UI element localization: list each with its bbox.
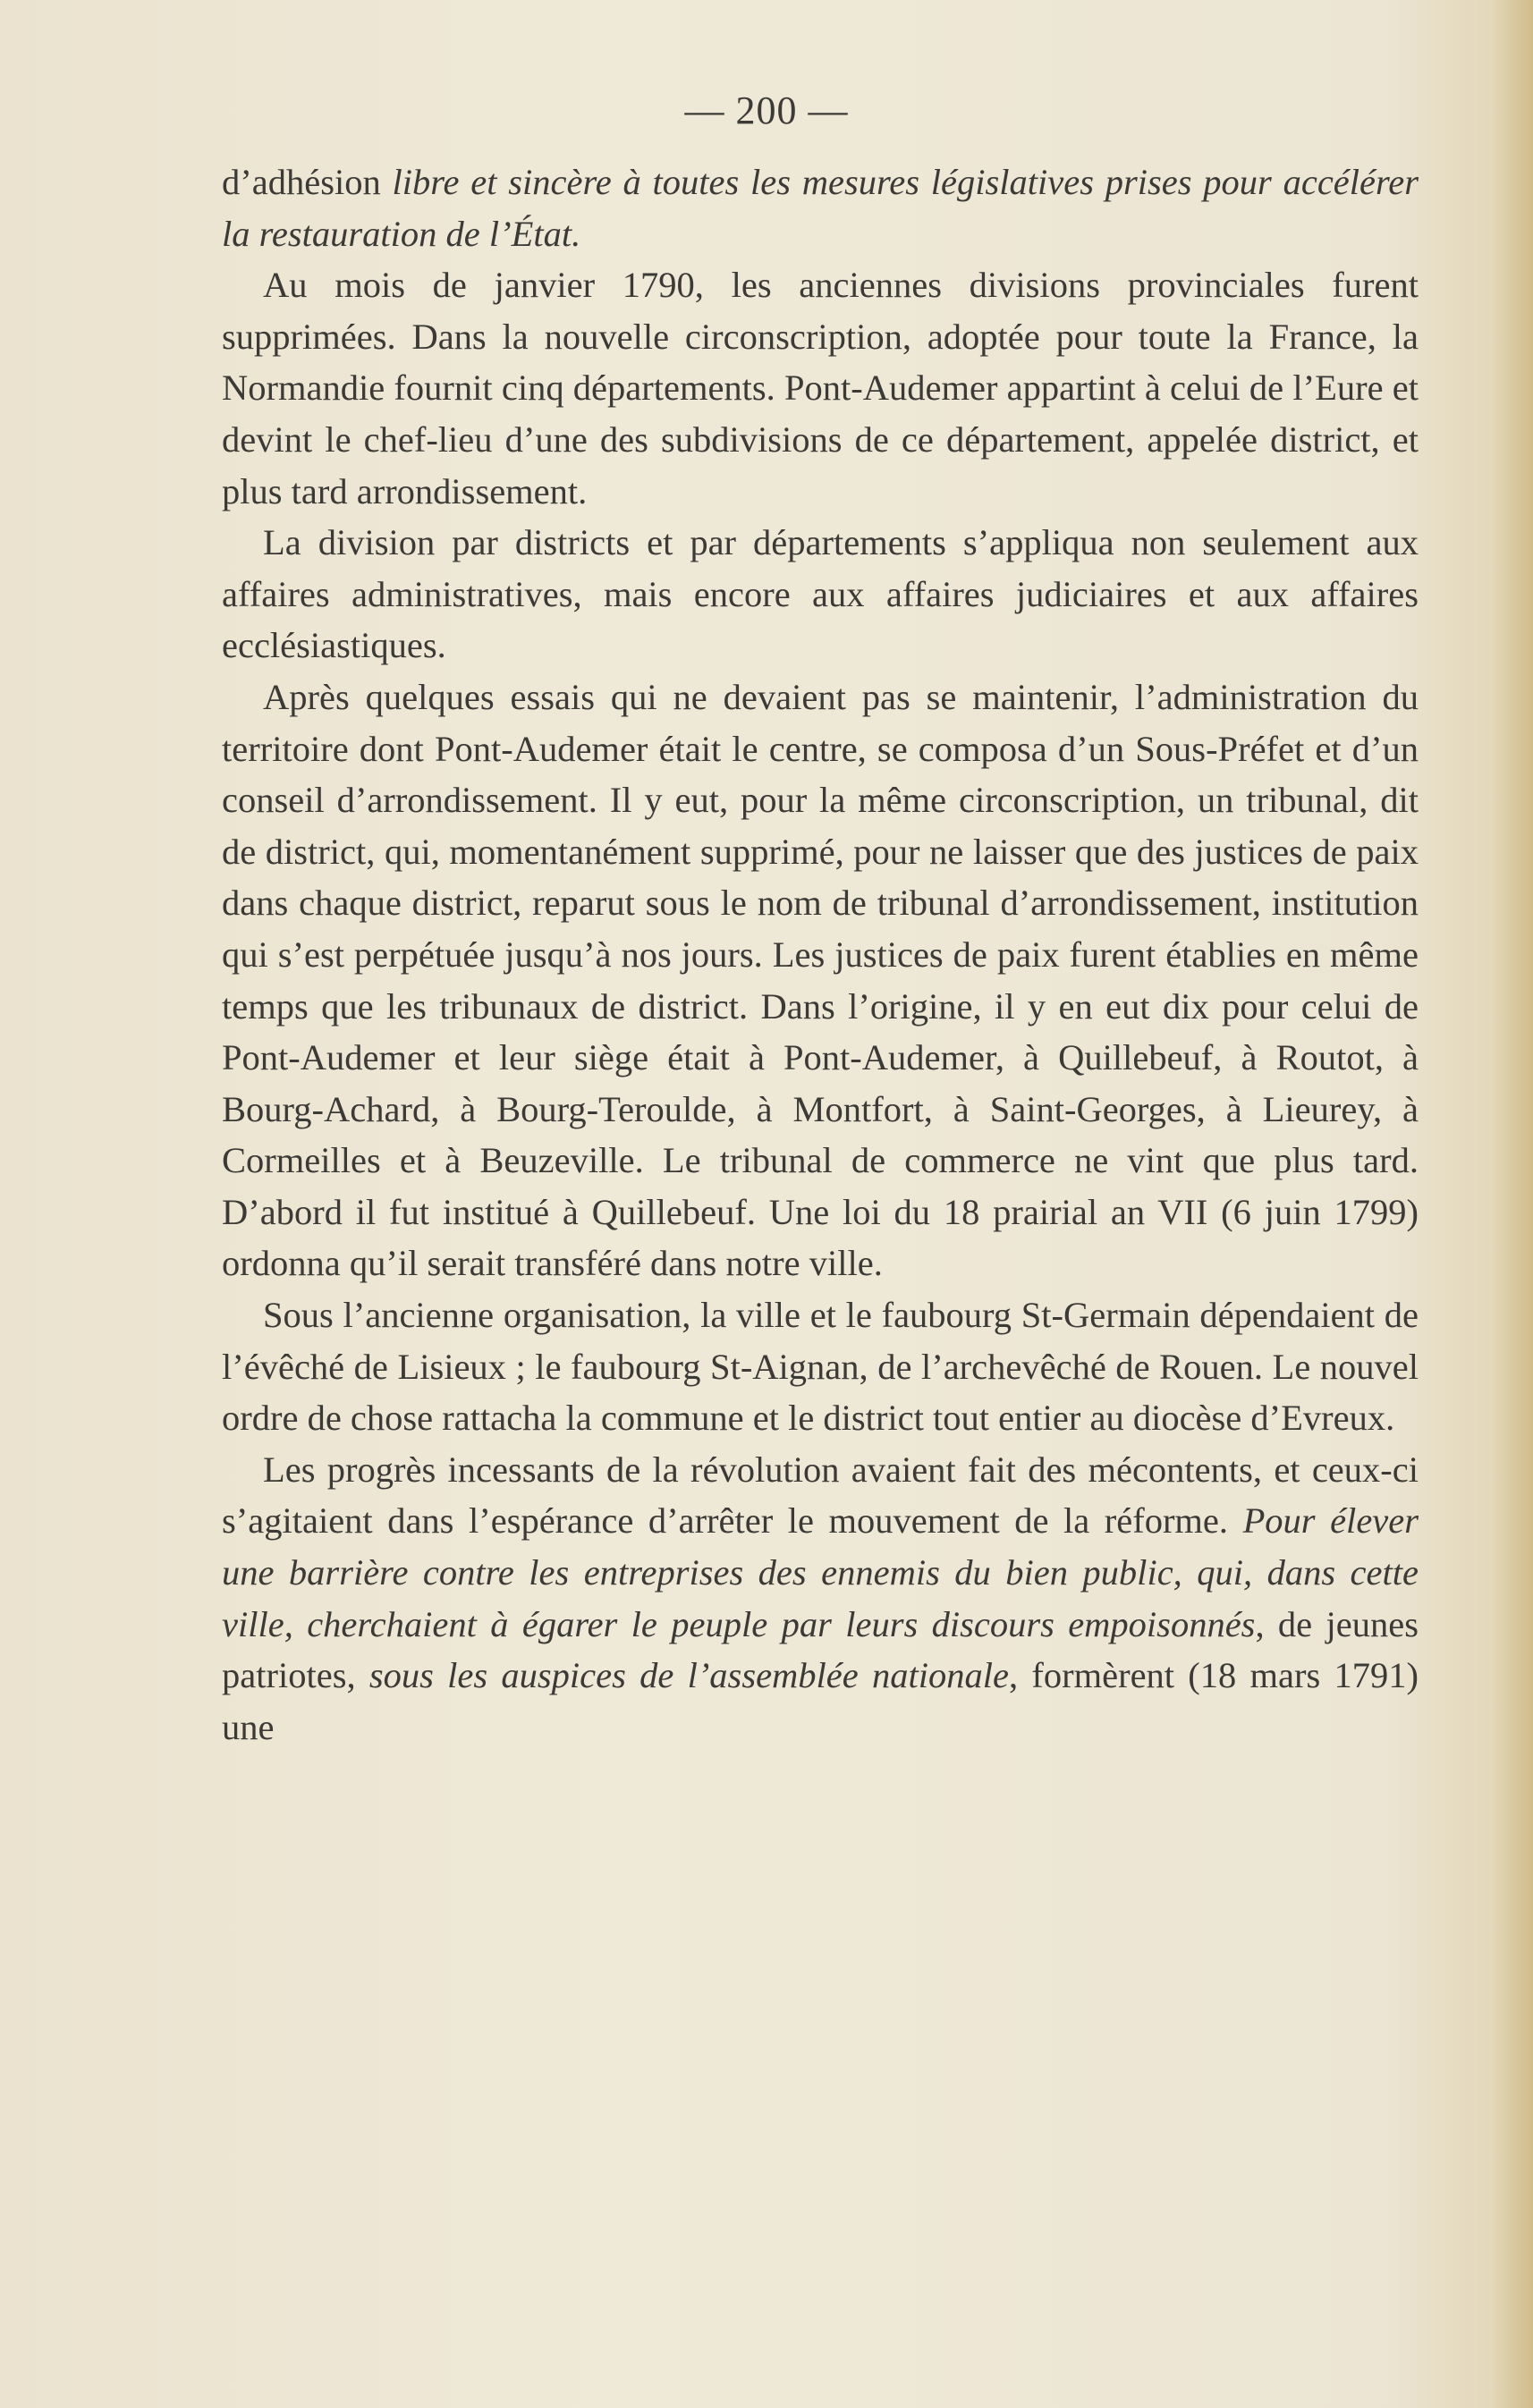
italic-text: sous les auspices de l’assemblée nationale bbox=[368, 1655, 1009, 1696]
text-run: Au mois de janvier 1790, les anciennes divisions provinciales furent supprimées. Dans la nouvelle circonscription, adoptée pour toute la France, la Normandie fournit cinq départements. Pont-Audemer appartint à celui de l’Eure et devint le chef-lieu d’une des subdivisions de ce département, appelée district, et plus tard arrondissement. bbox=[222, 265, 1419, 511]
paragraph bbox=[222, 672, 1419, 1289]
text-run: Sous l’ancienne organisation, la ville et le faubourg St-Germain dépendaient de l’évêché de Lisieux ; le faubourg St-Aignan, de l’archevêché de Rouen. Le nouvel ordre de chose rattacha la commune et le district tout entier au diocèse d’Evreux. bbox=[222, 1295, 1419, 1439]
paragraph bbox=[222, 517, 1419, 672]
paragraph bbox=[222, 1289, 1419, 1444]
text-run: La division par districts et par départements s’appliqua non seulement aux affaires administratives, mais encore aux affaires judiciaires et aux affaires ecclésiastiques. bbox=[222, 522, 1419, 666]
text-run: d’adhésion bbox=[222, 162, 393, 202]
italic-text: Pour élever une barrière contre les entreprises des ennemis du bien public, qui, dans cette ville, cherchaient à égarer le peuple par leurs discours empoisonnés bbox=[222, 1500, 1419, 1644]
text-run: , de jeunes patriotes, bbox=[222, 1603, 1419, 1696]
body-text bbox=[222, 156, 1419, 1753]
paragraph bbox=[222, 259, 1419, 517]
paragraph bbox=[222, 1444, 1419, 1753]
text-run: Les progrès incessants de la révolution avaient fait des mécontents, et ceux-ci s’agitaient dans l’espérance d’arrêter le mouvement de la réforme. bbox=[222, 1449, 1419, 1542]
text-run: , formèrent (18 mars 1791) une bbox=[222, 1655, 1419, 1747]
text-run: Après quelques essais qui ne devaient pas se maintenir, l’administration du territoire dont Pont-Audemer était le centre, se composa d’un Sous-Préfet et d’un conseil d’arrondissement. Il y eut, pour la même circonscription, un tribunal, dit de district, qui, momentanément supprimé, pour ne laisser que des justices de paix dans chaque district, reparut sous le nom de tribunal d’arrondissement, institution qui s’est perpétuée jusqu’à nos jours. Les justices de paix furent établies en même temps que les tribunaux de district. Dans l’origine, il y en eut dix pour celui de Pont-Audemer et leur siège était à Pont-Audemer, à Quillebeuf, à Routot, à Bourg-Achard, à Bourg-Teroulde, à Montfort, à Saint-Georges, à Lieurey, à Cormeilles et à Beuzeville. Le tribunal de commerce ne vint que plus tard. D’abord il fut institué à Quillebeuf. Une loi du 18 prairial an VII (6 juin 1799) ordonna qu’il serait transféré dans notre ville. bbox=[222, 676, 1419, 1284]
page-number: — 200 — bbox=[684, 89, 849, 132]
paragraph bbox=[222, 156, 1419, 259]
page-edge-shadow bbox=[1492, 0, 1533, 2408]
italic-text: libre et sincère à toutes les mesures législatives prises pour accélérer la restauration de l’État. bbox=[222, 162, 1419, 254]
